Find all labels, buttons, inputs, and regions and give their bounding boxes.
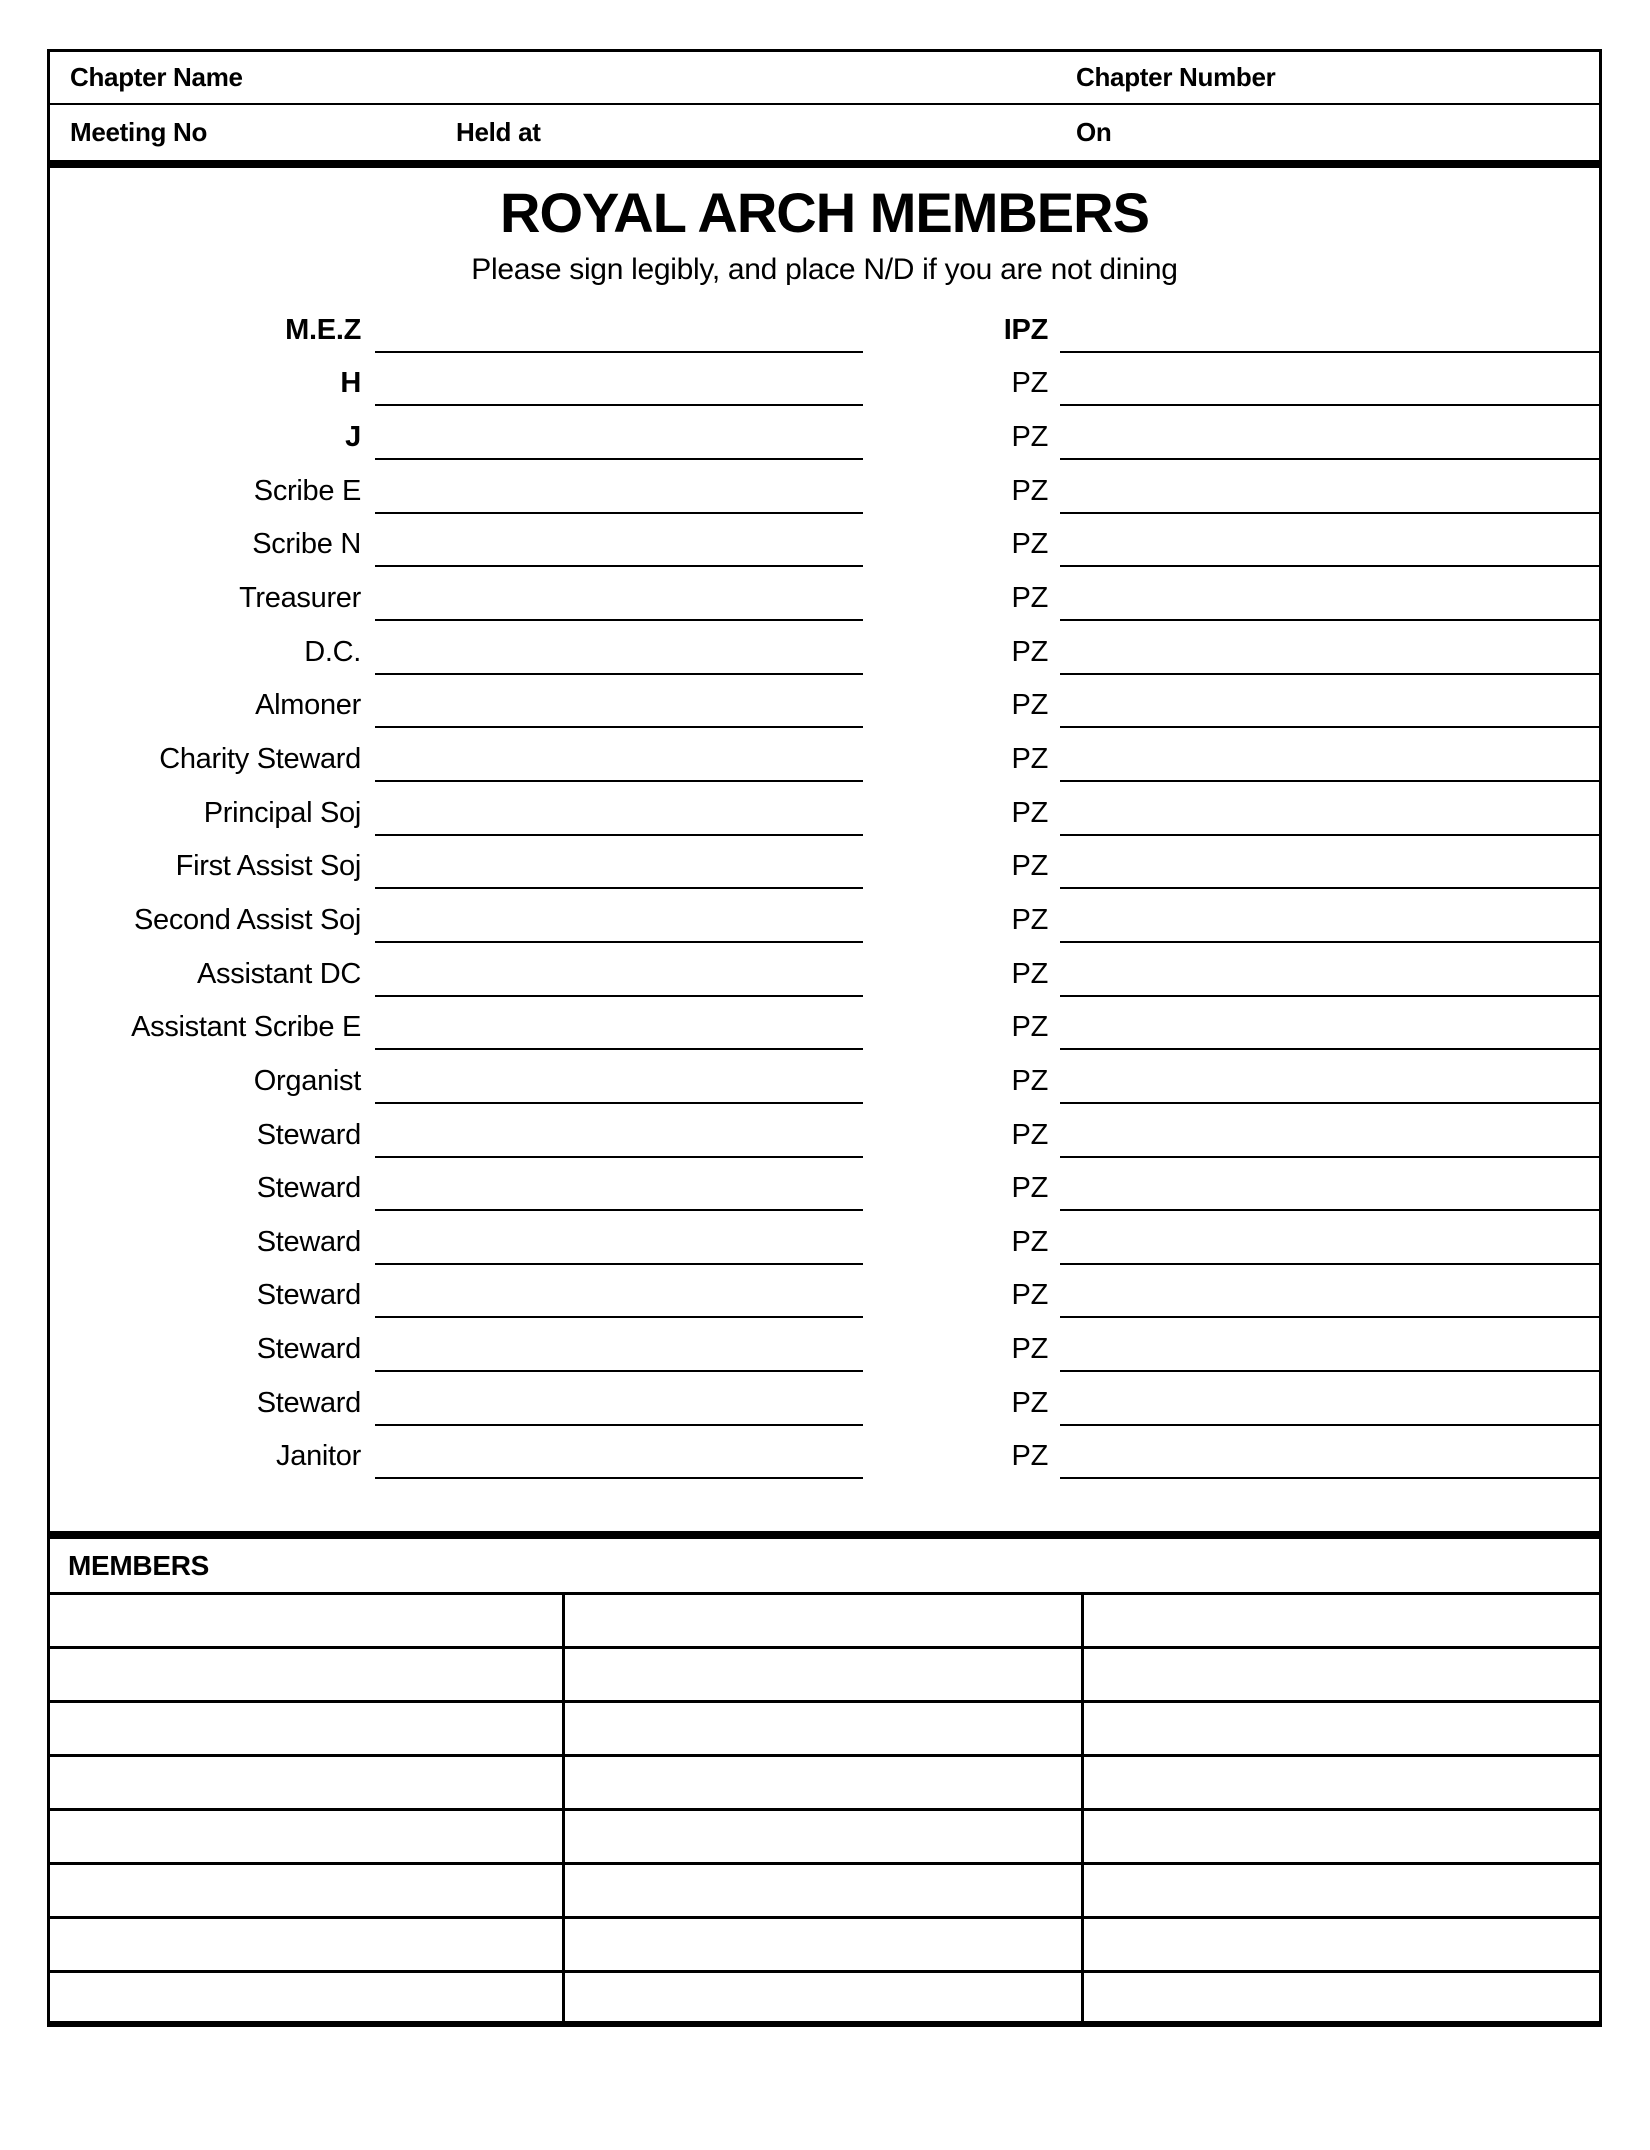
- officer-row: [50, 1104, 1599, 1158]
- officer-row: [50, 997, 1599, 1051]
- member-signature-cell[interactable]: [50, 1703, 565, 1754]
- officer-signature-line[interactable]: [375, 1477, 863, 1479]
- officer-row: [50, 728, 1599, 782]
- member-signature-cell[interactable]: [50, 1973, 565, 2021]
- officers-section: [50, 168, 1599, 1539]
- officer-label: Scribe N: [252, 528, 361, 561]
- rank-label: PZ: [1011, 796, 1048, 829]
- members-table-row: [50, 1649, 1599, 1703]
- member-signature-cell[interactable]: [50, 1865, 565, 1916]
- members-table-row: [50, 1865, 1599, 1919]
- member-signature-cell[interactable]: [565, 1757, 1084, 1808]
- rank-label: PZ: [1011, 1064, 1048, 1097]
- member-signature-cell[interactable]: [1084, 1703, 1599, 1754]
- header-row-chapter: [50, 52, 1599, 105]
- on-label: On: [1076, 117, 1112, 147]
- rank-label: PZ: [1011, 1440, 1048, 1473]
- member-signature-cell[interactable]: [50, 1595, 565, 1646]
- rank-label: PZ: [1011, 1333, 1048, 1366]
- members-heading-band: [50, 1539, 1599, 1595]
- officer-label: Steward: [256, 1279, 361, 1312]
- rank-label: PZ: [1011, 903, 1048, 936]
- officer-row: [50, 1265, 1599, 1319]
- rank-label: PZ: [1011, 1118, 1048, 1151]
- officer-label: Charity Steward: [159, 742, 361, 775]
- officer-row: [50, 889, 1599, 943]
- page-title: ROYAL ARCH MEMBERS: [500, 181, 1149, 244]
- members-table-row: [50, 1919, 1599, 1973]
- officer-label: Janitor: [276, 1440, 361, 1473]
- officer-label: Steward: [256, 1172, 361, 1205]
- officer-row: [50, 567, 1599, 621]
- members-table-row: [50, 1811, 1599, 1865]
- officer-label: Assistant DC: [197, 957, 361, 990]
- members-heading: MEMBERS: [68, 1550, 210, 1581]
- member-signature-cell[interactable]: [1084, 1919, 1599, 1970]
- member-signature-cell[interactable]: [1084, 1973, 1599, 2021]
- form-sheet: [47, 49, 1602, 2027]
- officer-row: [50, 1426, 1599, 1480]
- members-table-row: [50, 1703, 1599, 1757]
- rank-label: PZ: [1011, 850, 1048, 883]
- officer-row: [50, 943, 1599, 997]
- officer-label: Second Assist Soj: [133, 903, 361, 936]
- officer-label: Treasurer: [239, 581, 361, 614]
- officer-row: [50, 1211, 1599, 1265]
- officer-label: First Assist Soj: [175, 850, 361, 883]
- officer-label: Principal Soj: [203, 796, 361, 829]
- rank-label: PZ: [1011, 1225, 1048, 1258]
- officer-row: [50, 299, 1599, 353]
- officer-row: [50, 514, 1599, 568]
- member-signature-cell[interactable]: [565, 1865, 1084, 1916]
- member-signature-cell[interactable]: [565, 1973, 1084, 2021]
- members-table-row: [50, 1757, 1599, 1811]
- meeting-no-label: Meeting No: [70, 117, 208, 147]
- rank-label: PZ: [1011, 1279, 1048, 1312]
- officer-label: Assistant Scribe E: [131, 1011, 361, 1044]
- officer-row: [50, 675, 1599, 729]
- member-signature-cell[interactable]: [565, 1595, 1084, 1646]
- rank-label: PZ: [1011, 1011, 1048, 1044]
- officer-label: J: [345, 420, 361, 453]
- members-table-row: [50, 1973, 1599, 2021]
- rank-label: PZ: [1011, 581, 1048, 614]
- rank-label: PZ: [1011, 689, 1048, 722]
- officer-label: D.C.: [304, 635, 361, 668]
- member-signature-cell[interactable]: [565, 1703, 1084, 1754]
- officer-label: Organist: [253, 1064, 361, 1097]
- rank-signature-line[interactable]: [1060, 1477, 1599, 1479]
- rank-label: PZ: [1011, 957, 1048, 990]
- member-signature-cell[interactable]: [1084, 1595, 1599, 1646]
- officer-row: [50, 836, 1599, 890]
- rank-label: IPZ: [1003, 313, 1048, 346]
- officer-row: [50, 353, 1599, 407]
- member-signature-cell[interactable]: [1084, 1865, 1599, 1916]
- header-row-meeting: [50, 105, 1599, 168]
- officer-label: Scribe E: [253, 474, 361, 507]
- rank-label: PZ: [1011, 474, 1048, 507]
- member-signature-cell[interactable]: [1084, 1811, 1599, 1862]
- chapter-number-label: Chapter Number: [1076, 62, 1276, 92]
- officer-label: Steward: [256, 1118, 361, 1151]
- member-signature-cell[interactable]: [565, 1811, 1084, 1862]
- member-signature-cell[interactable]: [50, 1757, 565, 1808]
- officer-label: M.E.Z: [285, 313, 361, 346]
- member-signature-cell[interactable]: [50, 1811, 565, 1862]
- officer-row: [50, 1372, 1599, 1426]
- member-signature-cell[interactable]: [565, 1919, 1084, 1970]
- officer-label: Almoner: [255, 689, 361, 722]
- member-signature-cell[interactable]: [50, 1649, 565, 1700]
- member-signature-cell[interactable]: [1084, 1649, 1599, 1700]
- member-signature-cell[interactable]: [50, 1919, 565, 1970]
- rank-label: PZ: [1011, 742, 1048, 775]
- rank-label: PZ: [1011, 635, 1048, 668]
- rank-label: PZ: [1011, 367, 1048, 400]
- officer-label: H: [340, 367, 361, 400]
- member-signature-cell[interactable]: [565, 1649, 1084, 1700]
- held-at-label: Held at: [456, 117, 541, 147]
- members-table: [50, 1595, 1599, 2027]
- members-table-row: [50, 1595, 1599, 1649]
- officer-row: [50, 621, 1599, 675]
- officer-row: [50, 1050, 1599, 1104]
- officer-row: [50, 782, 1599, 836]
- chapter-name-label: Chapter Name: [70, 62, 243, 92]
- officer-row: [50, 460, 1599, 514]
- rank-label: PZ: [1011, 1386, 1048, 1419]
- rank-label: PZ: [1011, 1172, 1048, 1205]
- officer-label: Steward: [256, 1225, 361, 1258]
- officer-row: [50, 406, 1599, 460]
- officer-row: [50, 1318, 1599, 1372]
- rank-label: PZ: [1011, 420, 1048, 453]
- page-subtitle: Please sign legibly, and place N/D if you are not dining: [471, 253, 1178, 286]
- officer-row: [50, 1158, 1599, 1212]
- officer-label: Steward: [256, 1386, 361, 1419]
- rank-label: PZ: [1011, 528, 1048, 561]
- officer-label: Steward: [256, 1333, 361, 1366]
- member-signature-cell[interactable]: [1084, 1757, 1599, 1808]
- officer-list: [50, 299, 1599, 1479]
